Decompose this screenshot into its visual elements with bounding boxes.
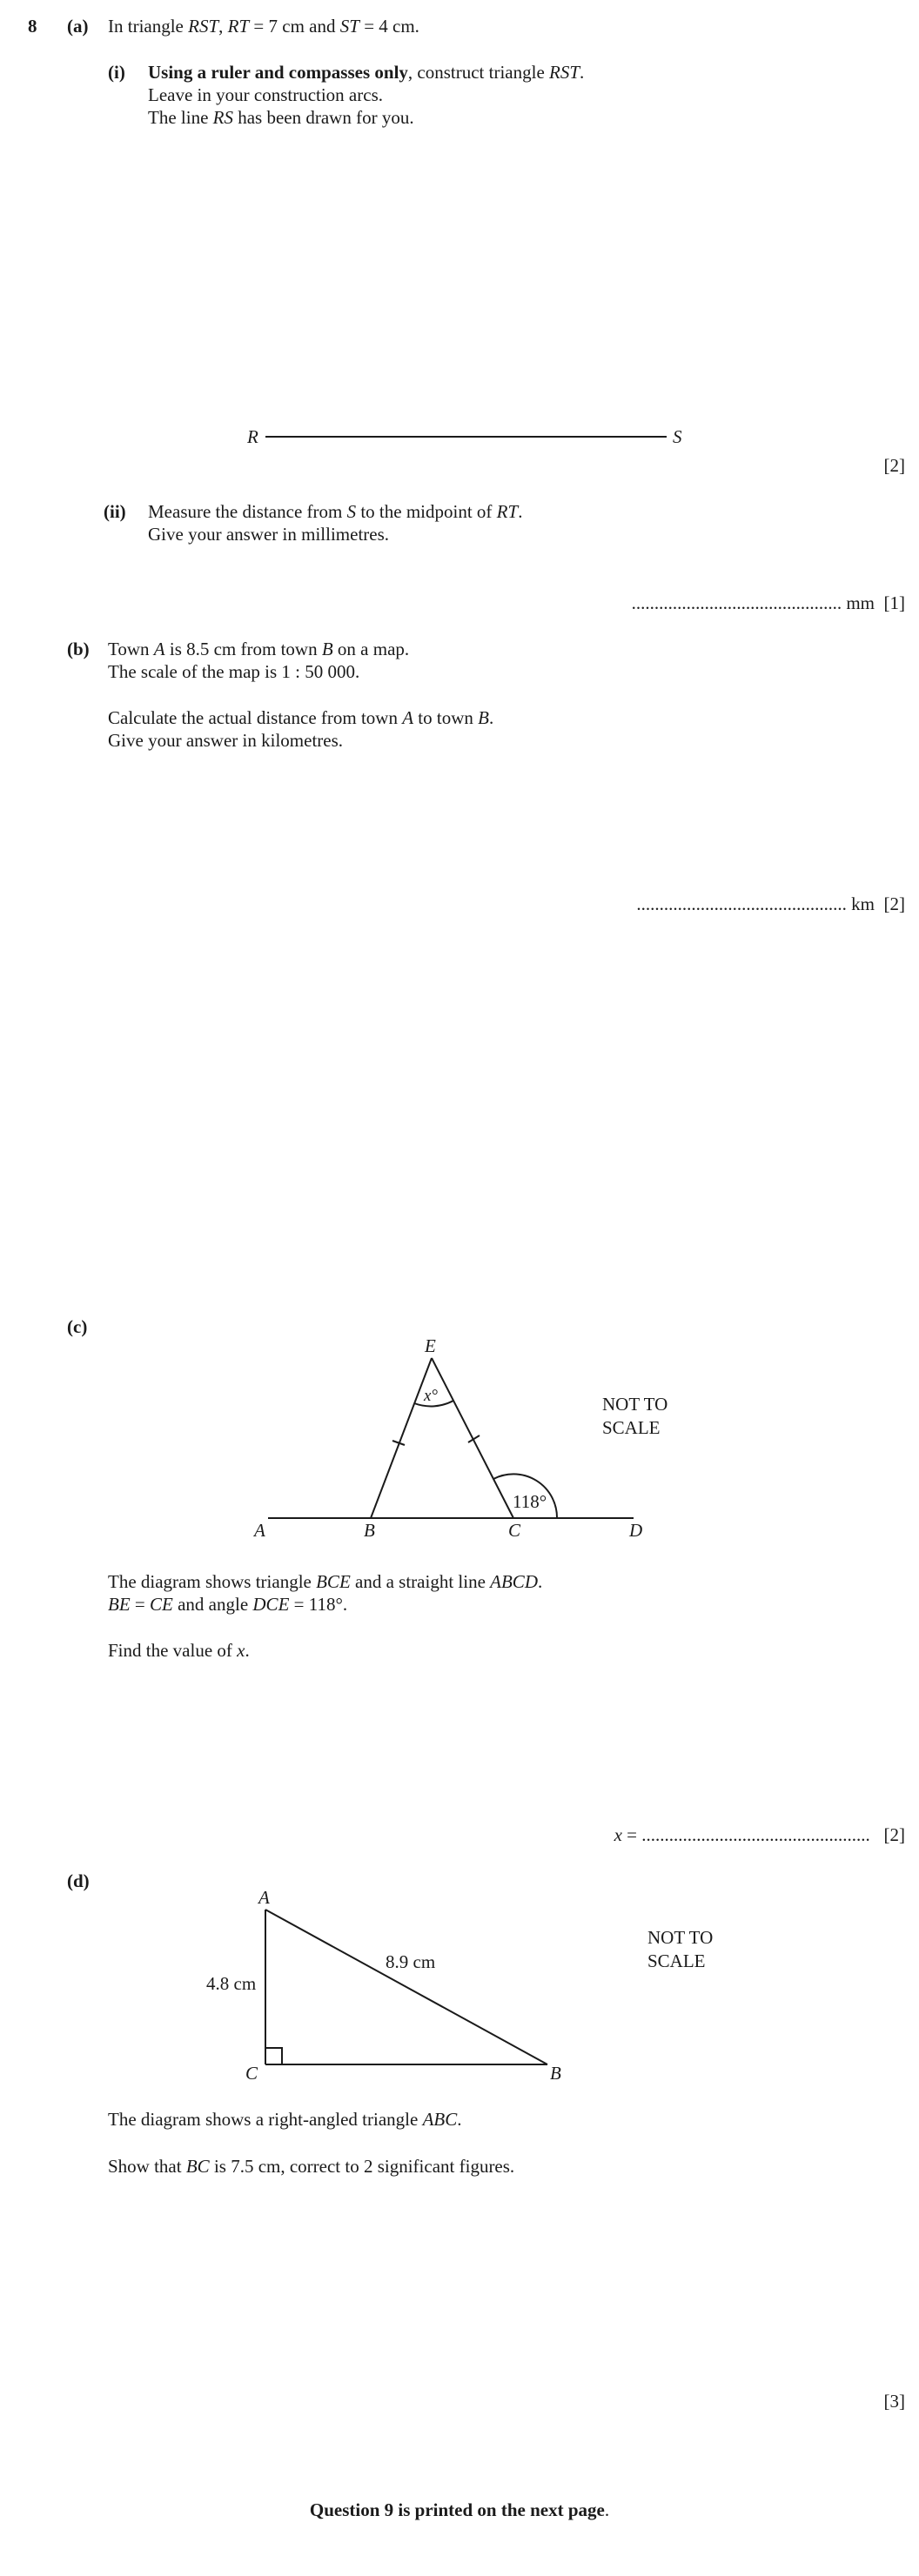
answer-variable: x: [614, 1824, 622, 1845]
point-b-label: B: [364, 1520, 375, 1541]
part-d-marks: [3]: [883, 2391, 905, 2412]
point-b-label: B: [550, 2063, 561, 2084]
side-ab-label: 8.9 cm: [386, 1951, 436, 1972]
part-c-label: (c): [67, 1316, 88, 1337]
part-d-line1: The diagram shows a right-angled triangle ABC.: [108, 2109, 462, 2130]
point-r-label: R: [247, 426, 258, 447]
part-b-label: (b): [67, 639, 90, 659]
point-a-label: A: [254, 1520, 265, 1541]
point-d-label: D: [629, 1520, 643, 1541]
not-to-scale-line1: NOT TO: [602, 1394, 668, 1415]
side-be: [371, 1358, 432, 1518]
side-ab: [265, 1910, 547, 2064]
not-to-scale-line2: SCALE: [602, 1417, 661, 1438]
point-c-label: C: [245, 2063, 258, 2084]
part-a-ii-line1: Measure the distance from S to the midpoint of RT.: [148, 501, 523, 522]
marks: [2]: [883, 1824, 905, 1845]
not-to-scale-line1: NOT TO: [647, 1927, 714, 1948]
part-a-i-line3: The line RS has been drawn for you.: [148, 107, 414, 128]
right-angle-marker: [265, 2048, 282, 2064]
point-s-label: S: [673, 426, 682, 447]
triangle-abc-diagram: [0, 1870, 919, 2088]
footer-note: Question 9 is printed on the next page.: [309, 2499, 610, 2520]
part-a-intro: In triangle RST, RT = 7 cm and ST = 4 cm.: [108, 16, 419, 37]
angle-x-label: x°: [424, 1387, 439, 1405]
part-c-answer[interactable]: [614, 1823, 905, 1846]
point-a-label: A: [258, 1887, 270, 1908]
part-a-ii-label: (ii): [104, 501, 126, 522]
marks: [2]: [883, 893, 905, 914]
part-a-ii-line2: Give your answer in millimetres.: [148, 524, 390, 545]
part-c-line3: Find the value of x.: [108, 1640, 250, 1661]
part-a-label: (a): [67, 16, 89, 37]
unit-label: mm: [846, 592, 875, 613]
point-c-label: C: [508, 1520, 521, 1541]
part-b-line2: The scale of the map is 1 : 50 000.: [108, 661, 360, 682]
question-number: 8: [28, 16, 37, 37]
unit-label: km: [851, 893, 875, 914]
part-a-i-label: (i): [108, 62, 125, 83]
marks: [1]: [883, 592, 905, 613]
not-to-scale-line2: SCALE: [647, 1950, 706, 1971]
angle-118-label: 118°: [513, 1491, 547, 1512]
answer-line[interactable]: ..................................................: [641, 1824, 870, 1845]
point-e-label: E: [425, 1335, 436, 1356]
part-a-i-marks: [2]: [883, 455, 905, 476]
part-c-line2: BE = CE and angle DCE = 118°.: [108, 1594, 348, 1615]
part-c-line1: The diagram shows triangle BCE and a straight line ABCD.: [108, 1571, 543, 1592]
part-b-line4: Give your answer in kilometres.: [108, 730, 344, 751]
part-a-i-line1: Using a ruler and compasses only, construct triangle RST.: [148, 62, 585, 83]
part-a-i-line2: Leave in your construction arcs.: [148, 84, 383, 105]
part-b-line1: Town A is 8.5 cm from town B on a map.: [108, 639, 410, 659]
part-d-label: (d): [67, 1870, 90, 1891]
answer-line[interactable]: ..............................................: [631, 592, 842, 613]
answer-line[interactable]: ..............................................: [636, 893, 847, 914]
side-ce: [432, 1358, 513, 1518]
part-d-line2: Show that BC is 7.5 cm, correct to 2 significant figures.: [108, 2156, 515, 2177]
part-b-line3: Calculate the actual distance from town A to town B.: [108, 707, 494, 728]
side-ac-label: 4.8 cm: [206, 1973, 257, 1994]
equals-sign: =: [621, 1824, 642, 1845]
